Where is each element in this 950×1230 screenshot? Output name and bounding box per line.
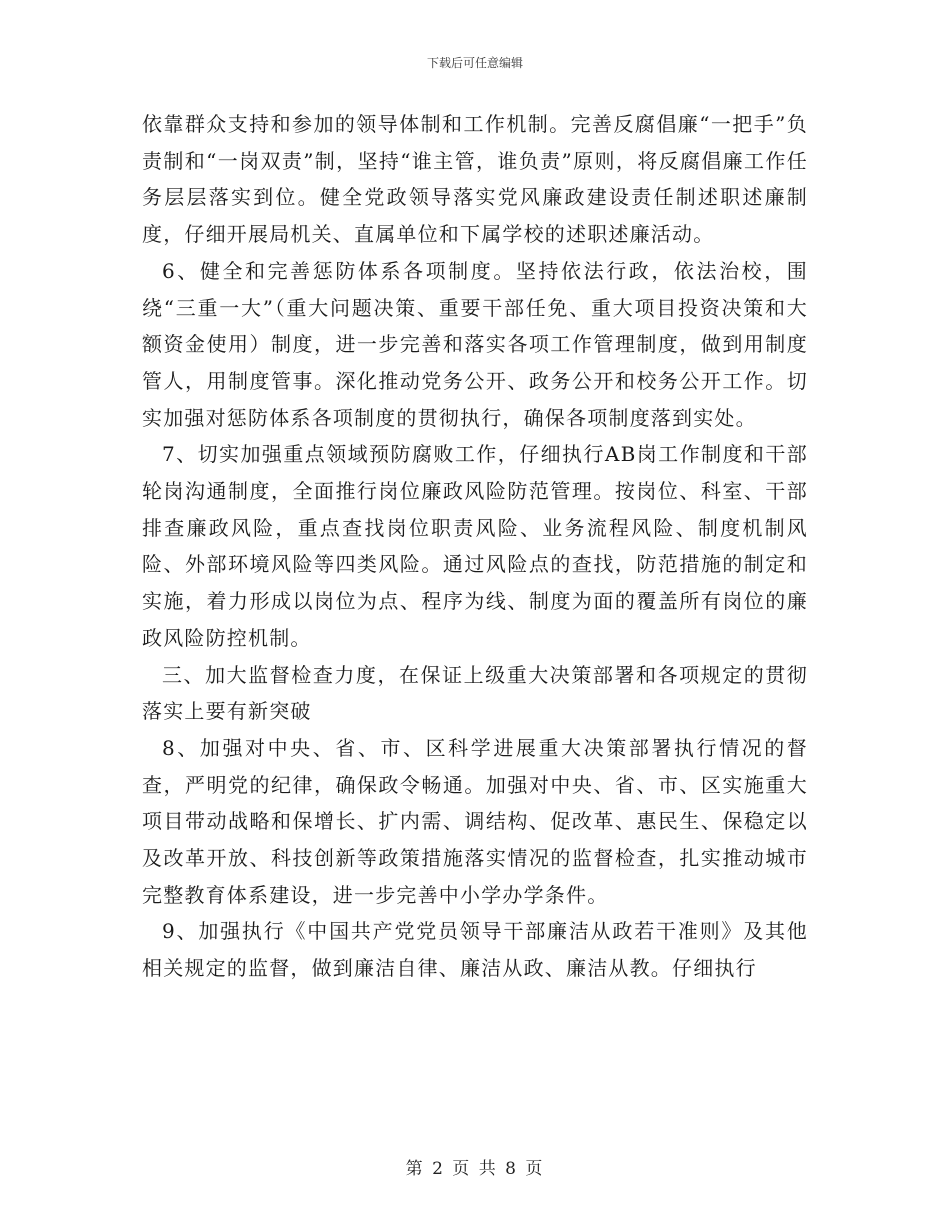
paragraph-item-8: 8、加强对中央、省、市、区科学进展重大决策部署执行情况的督查，严明党的纪律，确保政令畅通。加强对中央、省、市、区实施重大项目带动战略和保增长、扩内需、调结构、促改革、惠民生、保稳定以及改革开放、科技创新等政策措施落实情况的监督检查，扎实推动城市完整教育体系建设，进一步完善中小学办学条件。 — [142, 735, 808, 907]
page-number: 第 2 页 共 8 页 — [405, 1159, 545, 1179]
section-heading-3: 三、加大监督检查力度，在保证上级重大决策部署和各项规定的贯彻落实上要有新突破 — [142, 662, 808, 724]
header-note: 下载后可任意编辑 — [426, 56, 523, 70]
page-footer — [0, 1154, 950, 1179]
paragraph-continuation: 依靠群众支持和参加的领导体制和工作机制。完善反腐倡廉“一把手”负责制和“一岗双责”制，坚持“谁主管，谁负责”原则，将反腐倡廉工作任务层层落实到位。健全党政领导落实党风廉政建设责任制述职述廉制度，仔细开展局机关、直属单位和下属学校的述职述廉活动。 — [142, 112, 808, 247]
paragraph-item-7: 7、切实加强重点领域预防腐败工作，仔细执行AB岗工作制度和干部轮岗沟通制度，全面推行岗位廉政风险防范管理。按岗位、科室、干部排查廉政风险，重点查找岗位职责风险、业务流程风险、制度机制风险、外部环境风险等四类风险。通过风险点的查找，防范措施的制定和实施，着力形成以岗位为点、程序为线、制度为面的覆盖所有岗位的廉政风险防控机制。 — [142, 442, 808, 650]
document-body — [142, 106, 808, 987]
paragraph-item-6: 6、健全和完善惩防体系各项制度。坚持依法行政，依法治校，围绕“三重一大”（重大问题决策、重要干部任免、重大项目投资决策和大额资金使用）制度，进一步完善和落实各项工作管理制度，做到用制度管人，用制度管事。深化推动党务公开、政务公开和校务公开工作。切实加强对惩防体系各项制度的贯彻执行，确保各项制度落到实处。 — [142, 258, 808, 430]
page-header — [0, 54, 950, 71]
paragraph-item-9: 9、加强执行《中国共产党党员领导干部廉洁从政若干准则》及其他相关规定的监督，做到廉洁自律、廉洁从政、廉洁从教。仔细执行 — [142, 919, 808, 981]
